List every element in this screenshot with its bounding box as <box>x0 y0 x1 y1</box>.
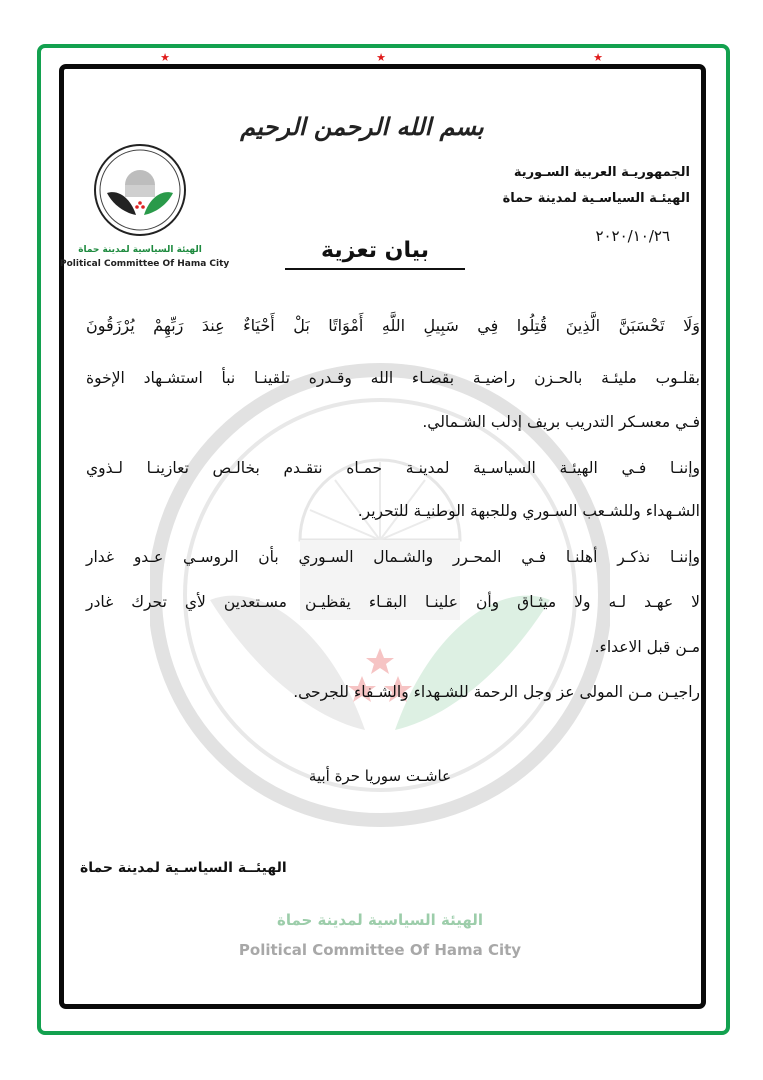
star-icon: ★ <box>593 51 603 64</box>
watermark-arabic-text: الهيئة السياسية لمدينة حماة <box>276 911 483 929</box>
star-icon: ★ <box>160 51 170 64</box>
paragraph-3-line-1: وإننـا نذكـر أهلنـا فـي المحـرر والشـمال السـوري بأن الروسـي عـدو غدار <box>86 548 700 566</box>
star-icon: ★ <box>376 51 386 64</box>
basmala: بسم الله الرحمن الرحيم <box>240 112 484 141</box>
paragraph-2-line-2: الشـهداء وللشـعب السـوري وللجبهة الوطنيـة للتحرير. <box>357 502 700 520</box>
paragraph-2-line-1: وإننـا فـي الهيئـة السياسـية لمدينـة حمـاه نتقـدم بخالـص تعازينـا لـذوي <box>86 459 700 477</box>
paragraph-3-line-2: لا عهـد لـه ولا ميثـاق وأن علينـا البقـاء يقظيـن مسـتعدين لأي تحرك غادر <box>86 593 700 611</box>
country-name: الجمهوريـة العربية السـورية <box>513 165 690 180</box>
paragraph-1-line-2: فـي معسـكر التدريب بريف إدلب الشـمالي. <box>422 413 700 431</box>
quran-verse: وَلَا تَحْسَبَنَّ الَّذِينَ قُتِلُوا فِي سَبِيلِ اللَّهِ أَمْوَاتًا بَلْ أَحْيَاءٌ عِندَ رَبِّهِمْ يُرْزَقُونَ <box>86 316 700 335</box>
committee-name: الهيئـة السياسـية لمدينة حماة <box>502 191 690 206</box>
document-date: ٢٠٢٠/١٠/٢٦ <box>595 227 670 245</box>
logo-star <box>135 205 139 209</box>
logo-wall <box>125 185 155 197</box>
closing-slogan: عاشـت سوريا حرة أبية <box>308 767 452 785</box>
signature: الهيئــة السياسـية لمدينة حماة <box>80 860 287 876</box>
paragraph-1-line-1: بقلـوب مليئـة بالحـزن راضيـة بقضـاء الله وقـدره تلقينـا نبأ استشـهاد الإخوة <box>86 369 700 387</box>
paragraph-3-line-3: مـن قبل الاعداء. <box>594 638 700 656</box>
committee-logo <box>93 143 187 237</box>
logo-english-text: Political Committee Of Hama City <box>60 259 230 269</box>
watermark-english-text: Political Committee Of Hama City <box>238 941 522 959</box>
logo-star <box>138 201 142 205</box>
logo-arabic-text: الهيئة السياسية لمدينة حماة <box>78 245 202 255</box>
letterhead <box>503 160 690 212</box>
document-title: بيان تعزية <box>285 236 465 270</box>
logo-star <box>141 205 145 209</box>
paragraph-4-line-1: راجيـن مـن المولى عز وجل الرحمة للشـهداء والشـفاء للجرحى. <box>293 683 700 701</box>
